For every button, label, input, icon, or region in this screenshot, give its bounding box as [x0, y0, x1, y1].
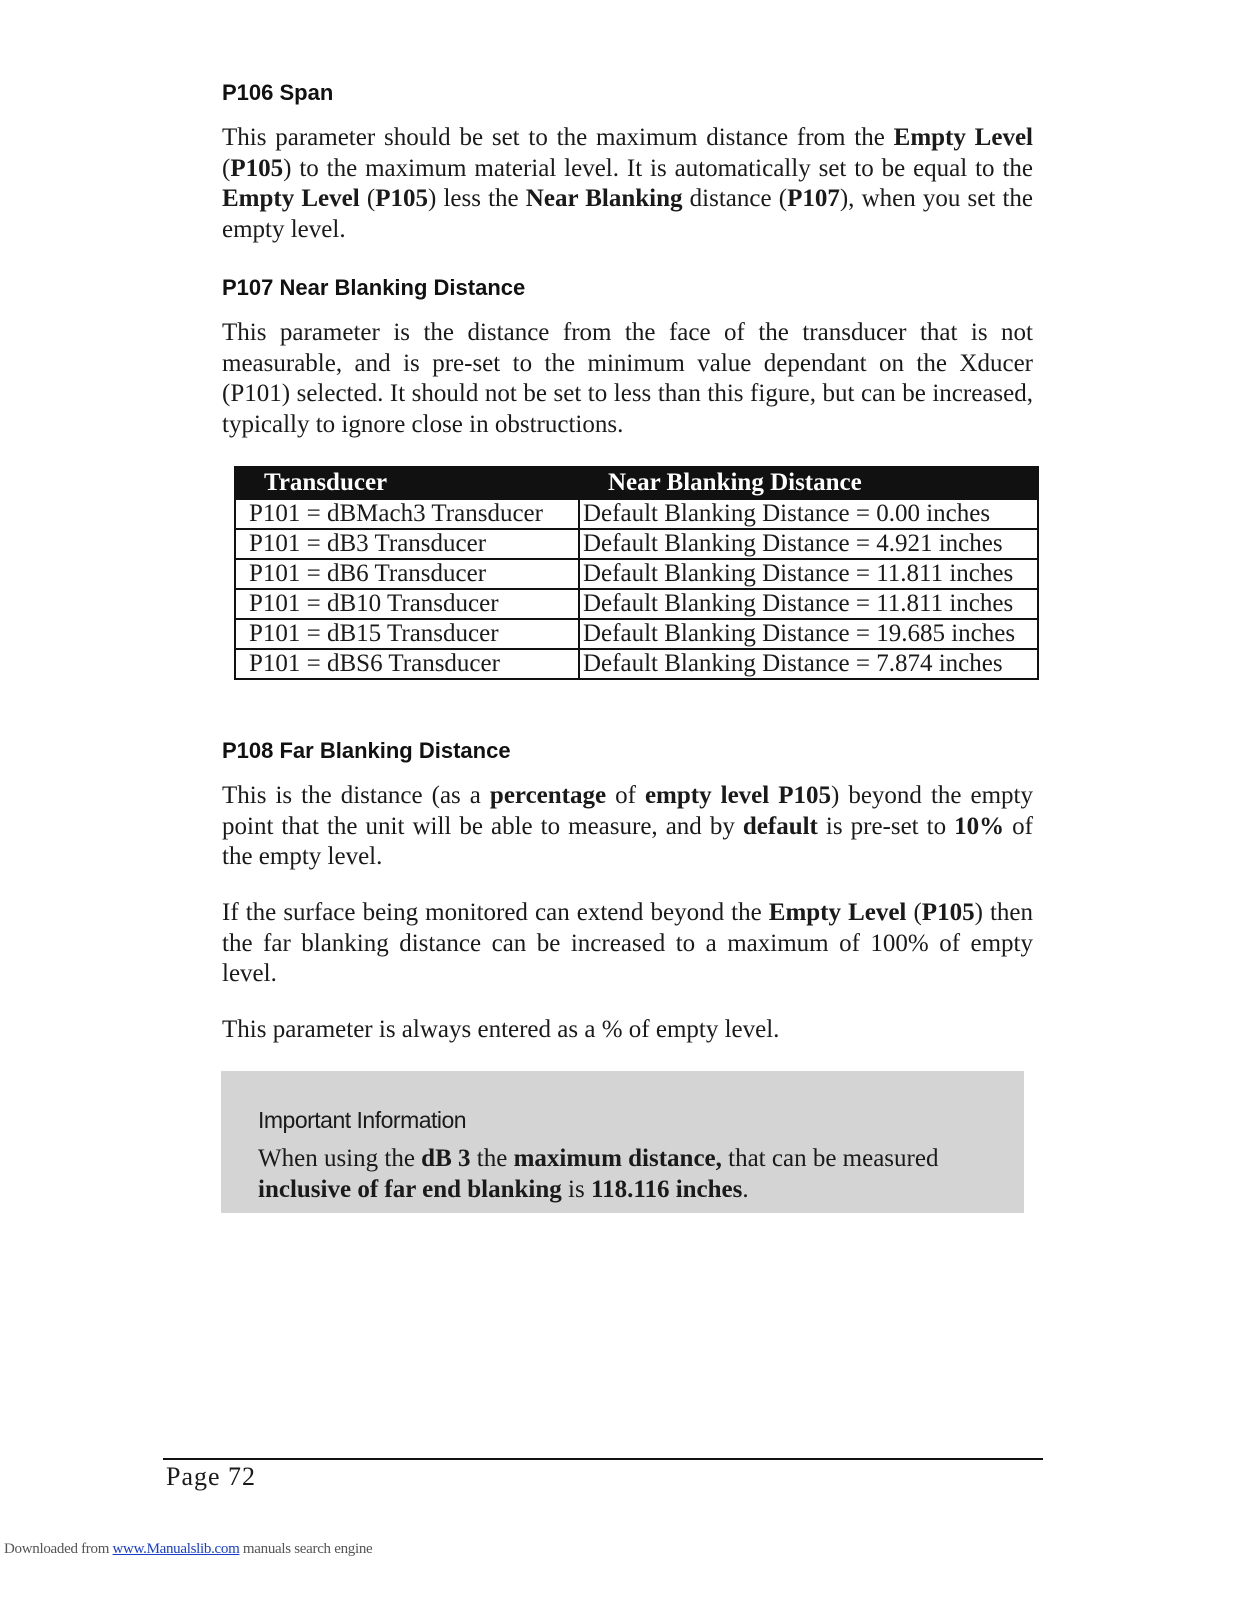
- download-footer: Downloaded from www.Manualslib.com manuals search engine: [4, 1541, 373, 1557]
- paragraph-p108-2: If the surface being monitored can extend beyond the Empty Level (P105) then the far blanking distance can be increased to a maximum of 100% of empty level.: [222, 899, 1034, 987]
- table-cell: P101 = dBMach3 Transducer: [235, 499, 579, 529]
- paragraph-p108-1: This is the distance (as a percentage of empty level P105) beyond the empty point that the unit will be able to measure, and by default is pre-set to 10% of the empty level.: [222, 782, 1033, 870]
- table-cell: P101 = dB15 Transducer: [235, 619, 579, 649]
- table-cell: Default Blanking Distance = 11.811 inches: [579, 559, 1038, 589]
- table-row: [235, 649, 1038, 679]
- paragraph-p108-3: This parameter is always entered as a % of empty level.: [222, 1016, 780, 1043]
- table-cell: P101 = dB10 Transducer: [235, 589, 579, 619]
- important-info-box: [221, 1071, 1024, 1213]
- page-number: Page 72: [166, 1462, 257, 1491]
- table-row: [235, 529, 1038, 559]
- table-cell: Default Blanking Distance = 11.811 inches: [579, 589, 1038, 619]
- table-row: [235, 589, 1038, 619]
- table-row: [235, 619, 1038, 649]
- table-cell: Default Blanking Distance = 19.685 inches: [579, 619, 1038, 649]
- table-cell: P101 = dB3 Transducer: [235, 529, 579, 559]
- section-heading-p108: P108 Far Blanking Distance: [222, 738, 511, 763]
- blanking-distance-table: [234, 466, 1039, 680]
- footer-divider: [163, 1458, 1043, 1460]
- info-box-title: Important Information: [258, 1107, 467, 1133]
- table-cell: P101 = dB6 Transducer: [235, 559, 579, 589]
- table-row: [235, 499, 1038, 529]
- paragraph-p107: This parameter is the distance from the face of the transducer that is not measurable, and is pre-set to the minimum value dependant on the Xducer (P101) selected. It should not be set to less than this figure, but can be increased, typically to ignore close in obstructions.: [222, 319, 1033, 438]
- table-header-row: [235, 467, 1038, 499]
- manualslib-link[interactable]: www.Manualslib.com: [112, 1541, 240, 1557]
- table-row: [235, 559, 1038, 589]
- table-cell: Default Blanking Distance = 4.921 inches: [579, 529, 1038, 559]
- table-cell: Default Blanking Distance = 7.874 inches: [579, 649, 1038, 679]
- info-box-text: When using the dB 3 the maximum distance, that can be measured inclusive of far end blanking is 118.116 inches.: [258, 1145, 939, 1203]
- paragraph-p106: This parameter should be set to the maximum distance from the Empty Level (P105) to the maximum material level. It is automatically set to be equal to the Empty Level (P105) less the Near Blanking distance (P107), when you set the empty level.: [222, 124, 1034, 243]
- section-heading-p106: P106 Span: [222, 80, 334, 105]
- table-cell: P101 = dBS6 Transducer: [235, 649, 579, 679]
- section-heading-p107: P107 Near Blanking Distance: [222, 275, 526, 300]
- column-header-transducer: Transducer: [235, 467, 579, 499]
- column-header-near-blanking: Near Blanking Distance: [579, 467, 1038, 499]
- table-cell: Default Blanking Distance = 0.00 inches: [579, 499, 1038, 529]
